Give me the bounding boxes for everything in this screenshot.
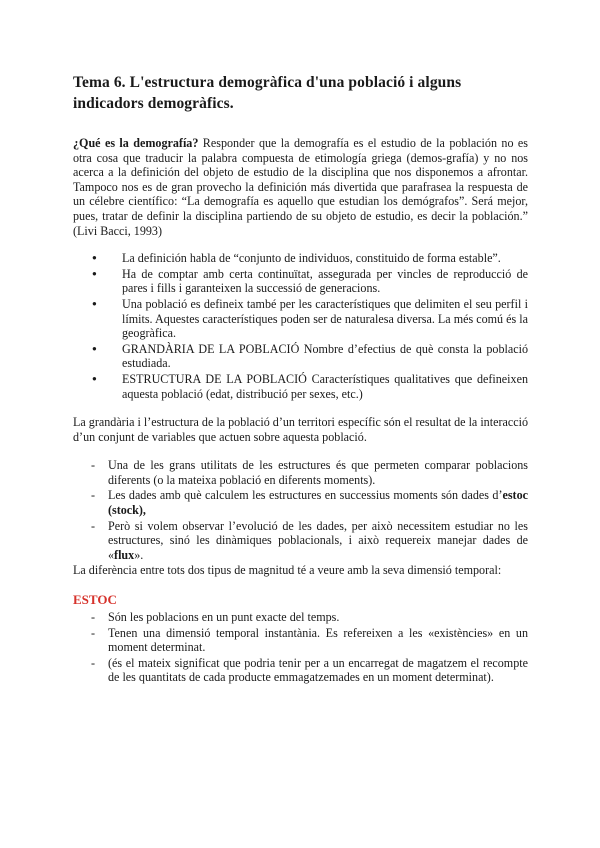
dash-item: - Són les poblacions en un punt exacte del temps. (91, 610, 528, 625)
dash-item-after: ». (134, 547, 144, 562)
utilities-dash-list (73, 458, 528, 562)
dash-item: - (és el mateix significat que podria tenir per a un encarregat de magatzem el recompte de les quantitats de cada producte emmagatzemades en un moment determinat). (91, 656, 528, 685)
interaction-paragraph: La grandària i l’estructura de la població d’un territori específic són el resultat de la interacció d’un conjunt de variables que actuen sobre aquesta població. (73, 415, 528, 444)
dash-item: - Tenen una dimensió temporal instantània. Es refereixen a les «existències» en un moment determinat. (91, 626, 528, 655)
intro-paragraph (73, 136, 528, 238)
dash-item-text: Una de les grans utilitats de les estructures és que permeten comparar poblacions diferents (o la mateixa població en diferents moments). (108, 458, 528, 487)
dash-item-text: Les dades amb què calculem les estructures en successius moments són dades d’ (108, 488, 503, 503)
document-title: Tema 6. L'estructura demogràfica d'una població i alguns indicadors demogràfics. (73, 74, 462, 112)
bullet-item: ● Una població es defineix també per les característiques que delimiten el seu perfil i límits. Aquestes característiques poden ser de naturalesa diversa. La més comú és la geogràfica. (109, 297, 528, 341)
dash-item-bold: estoc (stock), (108, 488, 528, 518)
dash-item (91, 488, 528, 517)
bullet-item: ● La definición habla de “conjunto de individuos, constituido de forma estable”. (109, 251, 528, 266)
intro-text: Responder que la demografía es el estudio de la población no es otra cosa que traducir la palabra compuesta de etimología griega (demos-grafía) y no nos acerca a la definición del objeto de estudio de la disciplina que nos disponemos a afrontar. Tampoco nos es de gran provecho la definición más divertida que parafrasea la respuesta de un célebre científico: “La demografía es aquello que estudian los demógrafos”. Será mejor, pues, tratar de definir la disciplina partiendo de su objeto de estudio, es decir la población.” (Livi Bacci, 1993) (73, 136, 528, 238)
estoc-dash-list (73, 610, 528, 685)
dash-item-text: Però si volem observar l’evolució de les dades, per això necessitem estudiar no les estructures, sinó les dinàmiques poblacionals, i això requereix manejar dades de « (108, 518, 528, 562)
dash-item (91, 519, 528, 563)
dash-item-bold: flux (114, 547, 135, 562)
bullet-list (73, 251, 528, 401)
section-heading-estoc: ESTOC (73, 592, 117, 608)
bullet-item: ● GRANDÀRIA DE LA POBLACIÓ Nombre d’efectius de què consta la població estudiada. (109, 342, 528, 371)
bullet-item: ● Ha de comptar amb certa continuïtat, assegurada per vincles de reproducció de pares i fills i garanteixen la successió de generacions. (109, 267, 528, 296)
intro-question: ¿Qué es la demografía? (73, 136, 199, 150)
bullet-item: ● ESTRUCTURA DE LA POBLACIÓ Característiques qualitatives que defineixen aquesta població (edat, distribució per sexes, etc.) (109, 372, 528, 401)
dash-item (91, 458, 528, 487)
temporal-paragraph: La diferència entre tots dos tipus de magnitud té a veure amb la seva dimensió temporal: (73, 563, 502, 578)
